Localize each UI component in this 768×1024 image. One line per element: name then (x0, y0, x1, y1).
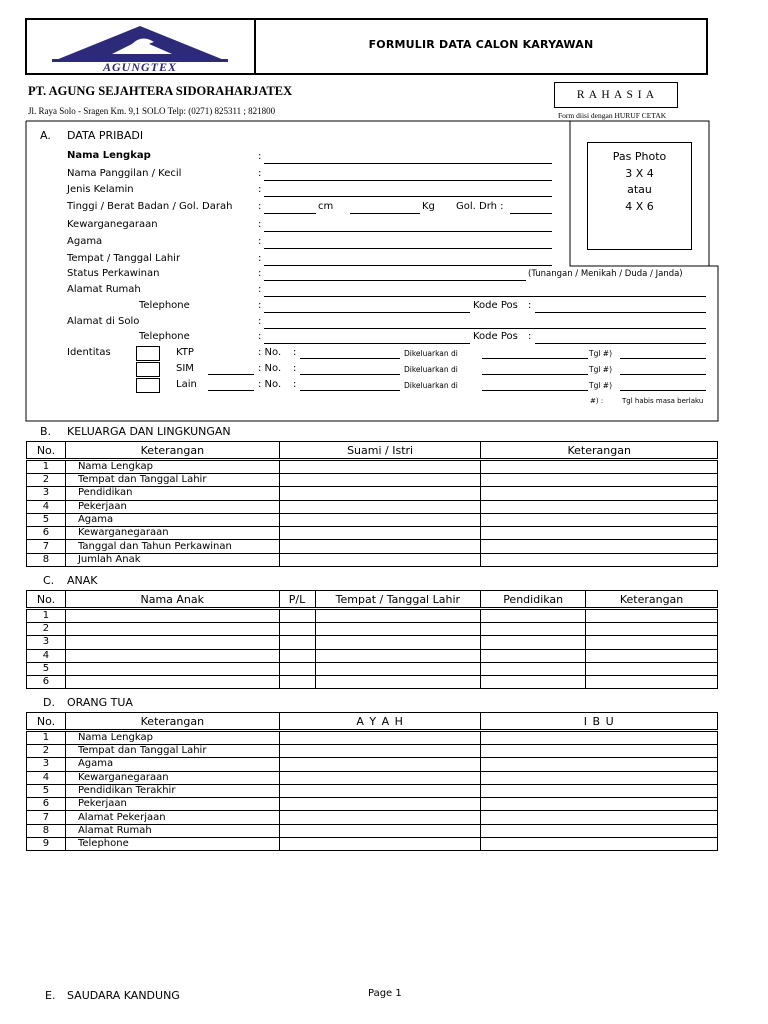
col-mother: I B U (481, 713, 718, 731)
sim-issued-line[interactable] (482, 374, 588, 375)
row-no: 3 (27, 758, 66, 771)
cell[interactable] (65, 623, 279, 636)
cell[interactable] (481, 553, 718, 566)
sim-checkbox[interactable] (136, 362, 160, 377)
colon: : (258, 168, 262, 179)
colon: : (528, 300, 532, 311)
row-no: 5 (27, 513, 66, 526)
marital-options: (Tunangan / Menikah / Duda / Janda) (528, 269, 683, 279)
other-no-line[interactable] (300, 390, 400, 391)
row-label: Tempat dan Tanggal Lahir (65, 474, 279, 487)
row-no: 7 (27, 540, 66, 553)
row-no: 1 (27, 609, 66, 623)
row-no: 1 (27, 731, 66, 745)
row-label: Tanggal dan Tahun Perkawinan (65, 540, 279, 553)
other-issued-label: Dikeluarkan di (404, 381, 458, 390)
form-title: FORMULIR DATA CALON KARYAWAN (368, 38, 594, 51)
colon: : (258, 219, 262, 230)
colon: : (258, 316, 262, 327)
colon: : (258, 331, 262, 342)
row-label: Tempat dan Tanggal Lahir (65, 745, 279, 758)
ktp-no-label: : No. (258, 347, 282, 358)
row-no: 7 (27, 811, 66, 824)
footnote-mark: #) : (590, 397, 604, 405)
solo-postal-line[interactable] (535, 343, 706, 344)
colon: : (258, 151, 262, 162)
company-address: Jl. Raya Solo - Sragen Km. 9,1 SOLO Telp: (0271) 825311 ; 821800 (28, 106, 276, 116)
cell[interactable] (315, 609, 481, 623)
section-e-title: SAUDARA KANDUNG (67, 989, 180, 1002)
row-label: Agama (65, 758, 279, 771)
birth-line[interactable] (264, 265, 552, 266)
sim-no-label: : No. (258, 363, 282, 374)
row-no: 4 (27, 500, 66, 513)
table-row (27, 824, 718, 837)
label-solo-phone: Telephone (139, 331, 190, 342)
cell[interactable] (481, 636, 586, 649)
cell[interactable] (481, 838, 718, 851)
cell[interactable] (279, 500, 481, 513)
cell[interactable] (481, 811, 718, 824)
label-marital: Status Perkawinan (67, 268, 160, 279)
company-name: PT. AGUNG SEJAHTERA SIDORAHARJATEX (28, 84, 293, 98)
cell[interactable] (279, 553, 481, 566)
cell[interactable] (279, 527, 481, 540)
cell[interactable] (279, 838, 481, 851)
cell[interactable] (279, 623, 315, 636)
section-c-title: ANAK (67, 574, 98, 587)
table-row (27, 460, 718, 474)
cell[interactable] (279, 460, 481, 474)
height-line[interactable] (264, 213, 316, 214)
cell[interactable] (481, 676, 586, 689)
sim-label: SIM (176, 363, 194, 374)
cell[interactable] (65, 649, 279, 662)
cell[interactable] (279, 676, 315, 689)
row-label: Nama Lengkap (65, 460, 279, 474)
cell[interactable] (586, 636, 718, 649)
col-spouse: Suami / Istri (279, 442, 481, 460)
cell[interactable] (481, 500, 718, 513)
col-gender: P/L (279, 591, 315, 609)
col-child-name: Nama Anak (65, 591, 279, 609)
photo-box (587, 142, 692, 250)
table-row (27, 609, 718, 623)
row-no: 9 (27, 838, 66, 851)
colon: : (258, 236, 262, 247)
weight-line[interactable] (350, 213, 420, 214)
section-e-letter: E. (45, 989, 56, 1002)
children-table-header (27, 591, 718, 609)
ktp-issued-line[interactable] (482, 358, 588, 359)
confidential-label: R A H A S I A (576, 89, 656, 101)
colon: : (528, 331, 532, 342)
cell[interactable] (279, 784, 481, 797)
row-no: 1 (27, 460, 66, 474)
row-label: Kewarganegaraan (65, 527, 279, 540)
colon: : (258, 268, 262, 279)
col-description: Keterangan (65, 713, 279, 731)
row-label: Pekerjaan (65, 500, 279, 513)
photo-line4: 4 X 6 (625, 199, 654, 213)
cell[interactable] (481, 745, 718, 758)
cell[interactable] (481, 609, 586, 623)
cell[interactable] (279, 824, 481, 837)
fill-note: Form diisi dengan HURUF CETAK (558, 111, 667, 120)
cell[interactable] (315, 649, 481, 662)
row-no: 8 (27, 824, 66, 837)
sim-date-line[interactable] (620, 374, 706, 375)
logo-text: AGUNGTEX (102, 60, 178, 72)
cell[interactable] (279, 474, 481, 487)
section-d-title: ORANG TUA (67, 696, 133, 709)
cell[interactable] (481, 824, 718, 837)
other-no-label: : No. (258, 379, 282, 390)
home-address-line[interactable] (264, 296, 706, 297)
col-notes: Keterangan (586, 591, 718, 609)
cell[interactable] (586, 623, 718, 636)
parents-table-header (27, 713, 718, 731)
cell[interactable] (481, 527, 718, 540)
kg-unit: Kg (422, 201, 435, 212)
label-home-phone: Telephone (139, 300, 190, 311)
cell[interactable] (481, 798, 718, 811)
cell[interactable] (279, 798, 481, 811)
cell[interactable] (586, 649, 718, 662)
cell[interactable] (481, 487, 718, 500)
solo-address-line[interactable] (264, 328, 706, 329)
cell[interactable] (279, 609, 315, 623)
other-label: Lain (176, 379, 197, 390)
cell[interactable] (315, 676, 481, 689)
row-label: Telephone (65, 838, 279, 851)
row-no: 2 (27, 474, 66, 487)
table-row (27, 553, 718, 566)
cell[interactable] (65, 662, 279, 675)
footnote-text: Tgl habis masa berlaku (622, 397, 704, 405)
solo-phone-line[interactable] (264, 343, 470, 344)
cm-unit: cm (318, 201, 334, 212)
children-table (26, 590, 718, 689)
table-row (27, 838, 718, 851)
col-no: No. (27, 591, 66, 609)
row-label: Alamat Rumah (65, 824, 279, 837)
table-row (27, 731, 718, 745)
nationality-line[interactable] (264, 231, 552, 232)
row-no: 2 (27, 623, 66, 636)
colon: : (258, 184, 262, 195)
blood-line[interactable] (510, 213, 552, 214)
col-no: No. (27, 713, 66, 731)
cell[interactable] (481, 513, 718, 526)
table-row (27, 623, 718, 636)
other-date-line[interactable] (620, 390, 706, 391)
col-education: Pendidikan (481, 591, 586, 609)
table-row (27, 649, 718, 662)
section-b-letter: B. (40, 425, 52, 438)
col-no: No. (27, 442, 66, 460)
cell[interactable] (279, 662, 315, 675)
table-row (27, 474, 718, 487)
other-date-label: Tgl #) (589, 381, 613, 390)
photo-line1: Pas Photo (612, 150, 667, 163)
table-row (27, 527, 718, 540)
row-no: 3 (27, 636, 66, 649)
nickname-line[interactable] (264, 180, 552, 181)
cell[interactable] (586, 662, 718, 675)
table-row (27, 771, 718, 784)
family-table (26, 441, 718, 567)
row-no: 4 (27, 649, 66, 662)
row-no: 6 (27, 527, 66, 540)
cell[interactable] (279, 745, 481, 758)
parents-table (26, 712, 718, 851)
row-label: Pekerjaan (65, 798, 279, 811)
table-row (27, 500, 718, 513)
cell[interactable] (586, 609, 718, 623)
colon: : (293, 347, 297, 358)
cell[interactable] (65, 609, 279, 623)
photo-line2: 3 X 4 (625, 166, 654, 180)
cell[interactable] (279, 636, 315, 649)
cell[interactable] (481, 758, 718, 771)
table-row (27, 636, 718, 649)
other-checkbox[interactable] (136, 378, 160, 393)
cell[interactable] (65, 636, 279, 649)
row-label: Pendidikan (65, 487, 279, 500)
cell[interactable] (279, 487, 481, 500)
row-label: Kewarganegaraan (65, 771, 279, 784)
ktp-no-line[interactable] (300, 358, 400, 359)
sim-type-line[interactable] (208, 374, 254, 375)
table-row (27, 487, 718, 500)
cell[interactable] (279, 811, 481, 824)
label-nationality: Kewarganegaraan (67, 219, 158, 230)
col-father: A Y A H (279, 713, 481, 731)
row-no: 2 (27, 745, 66, 758)
ktp-label: KTP (176, 347, 194, 358)
section-d-letter: D. (43, 696, 55, 709)
cell[interactable] (315, 662, 481, 675)
home-postal-line[interactable] (535, 312, 706, 313)
table-row (27, 745, 718, 758)
sim-no-line[interactable] (300, 374, 400, 375)
home-postal-label: Kode Pos (473, 300, 518, 311)
religion-line[interactable] (264, 248, 552, 249)
col-description: Keterangan (65, 442, 279, 460)
table-row (27, 758, 718, 771)
sim-issued-label: Dikeluarkan di (404, 365, 458, 374)
colon: : (258, 284, 262, 295)
photo-line3: atau (627, 183, 652, 196)
other-type-line[interactable] (208, 390, 254, 391)
table-row (27, 811, 718, 824)
colon: : (258, 253, 262, 264)
section-b-title: KELUARGA DAN LINGKUNGAN (67, 425, 231, 438)
row-no: 5 (27, 784, 66, 797)
colon: : (293, 379, 297, 390)
col-notes: Keterangan (481, 442, 718, 460)
colon: : (258, 300, 262, 311)
table-row (27, 676, 718, 689)
label-birth: Tempat / Tanggal Lahir (67, 253, 181, 264)
marital-line[interactable] (264, 280, 526, 281)
label-identity: Identitas (67, 347, 111, 358)
label-height-weight: Tinggi / Berat Badan / Gol. Darah (67, 201, 233, 212)
label-full-name: Nama Lengkap (67, 150, 151, 161)
home-phone-line[interactable] (264, 312, 470, 313)
row-label: Nama Lengkap (65, 731, 279, 745)
section-a-title: DATA PRIBADI (67, 129, 144, 142)
row-label: Pendidikan Terakhir (65, 784, 279, 797)
cell[interactable] (481, 731, 718, 745)
cell[interactable] (279, 771, 481, 784)
cell[interactable] (481, 771, 718, 784)
sim-date-label: Tgl #) (589, 365, 613, 374)
cell[interactable] (481, 649, 586, 662)
section-a-letter: A. (40, 129, 51, 142)
label-religion: Agama (67, 236, 103, 247)
cell[interactable] (279, 758, 481, 771)
cell[interactable] (481, 784, 718, 797)
table-row (27, 513, 718, 526)
solo-postal-label: Kode Pos (473, 331, 518, 342)
row-no: 6 (27, 798, 66, 811)
row-no: 8 (27, 553, 66, 566)
blood-label: Gol. Drh : (456, 201, 504, 212)
label-nickname: Nama Panggilan / Kecil (67, 168, 182, 179)
cell[interactable] (315, 636, 481, 649)
cell[interactable] (279, 731, 481, 745)
ktp-date-label: Tgl #) (589, 349, 613, 358)
label-gender: Jenis Kelamin (67, 184, 134, 195)
cell[interactable] (65, 676, 279, 689)
other-issued-line[interactable] (482, 390, 588, 391)
full-name-line[interactable] (264, 163, 552, 164)
ktp-checkbox[interactable] (136, 346, 160, 361)
row-label: Alamat Pekerjaan (65, 811, 279, 824)
cell[interactable] (481, 662, 586, 675)
ktp-date-line[interactable] (620, 358, 706, 359)
cell[interactable] (481, 474, 718, 487)
family-table-header (27, 442, 718, 460)
row-no: 5 (27, 662, 66, 675)
label-solo-address: Alamat di Solo (67, 316, 140, 327)
col-birth: Tempat / Tanggal Lahir (315, 591, 481, 609)
table-row (27, 540, 718, 553)
ktp-issued-label: Dikeluarkan di (404, 349, 458, 358)
cell[interactable] (481, 623, 586, 636)
colon: : (258, 201, 262, 212)
label-home-address: Alamat Rumah (67, 284, 141, 295)
cell[interactable] (481, 540, 718, 553)
row-no: 6 (27, 676, 66, 689)
cell[interactable] (315, 623, 481, 636)
cell[interactable] (586, 676, 718, 689)
table-row (27, 798, 718, 811)
row-label: Agama (65, 513, 279, 526)
row-label: Jumlah Anak (65, 553, 279, 566)
cell[interactable] (481, 460, 718, 474)
table-row (27, 784, 718, 797)
row-no: 3 (27, 487, 66, 500)
colon: : (293, 363, 297, 374)
cell[interactable] (279, 540, 481, 553)
page-number: Page 1 (368, 988, 402, 999)
table-row (27, 662, 718, 675)
row-no: 4 (27, 771, 66, 784)
cell[interactable] (279, 649, 315, 662)
cell[interactable] (279, 513, 481, 526)
gender-line[interactable] (264, 196, 552, 197)
section-c-letter: C. (43, 574, 55, 587)
